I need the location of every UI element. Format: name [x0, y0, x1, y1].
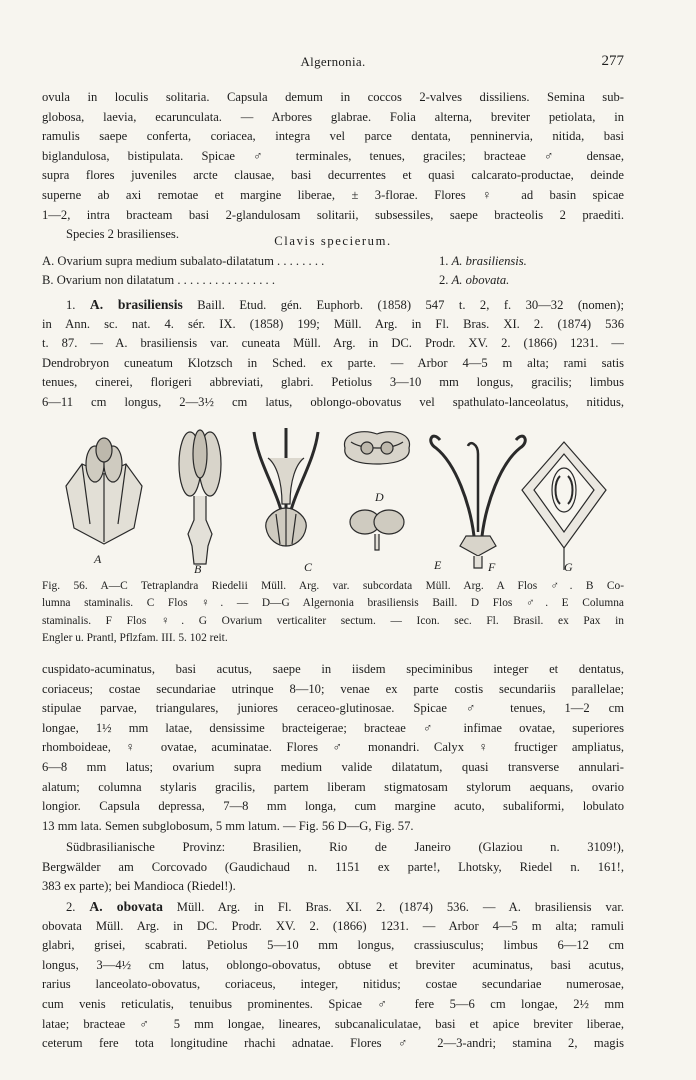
running-header: [42, 54, 624, 74]
text-line: Dendrobryon cuneatum Klotzsch in Sched. ex parte. — Arbor 4—5 m alta; rami satis: [42, 355, 624, 370]
figure-label-a: A: [94, 552, 102, 566]
drawing-c: [254, 428, 318, 546]
text-line: stipulae parvae, triangulares, juniores ceraceo-glutinosae. Spicae ♂ tenues, 1—2 cm: [42, 701, 624, 716]
page-number: 277: [601, 53, 624, 69]
figure-label-b: B: [194, 562, 202, 576]
text-line: rarius lanceolato-obovatus, coriaceus, integer, nitidus; costae secundariae numerosae,: [42, 977, 624, 992]
text-line: coriaceus; costae secundariae utrinque 8—10; venae ex parte costis secundariis parallelae;: [42, 681, 624, 696]
drawing-f: [431, 436, 525, 568]
key-row: [42, 252, 624, 272]
species-key: [42, 232, 624, 291]
species-2-entry: [42, 897, 624, 1054]
text-line: ovula in loculis solitaria. Capsula demum in coccos 2-valves dissiliens. Semina sub-: [42, 90, 624, 104]
text-line: globosa, laevia, ecarunculata. — Arbores glabrae. Folia alterna, breviter petiolata, in: [42, 109, 624, 124]
key-text: B. Ovarium non dilatatum . . . . . . . . . . . . . . . .: [42, 273, 275, 288]
distribution: [42, 838, 624, 897]
text-line: alatum; columna stylaris gracilis, partem liberam stigmatosam stylorum aequans, ovario: [42, 779, 624, 794]
figure-label-e: E: [434, 558, 442, 572]
key-target: 1. A. brasiliensis.: [439, 253, 527, 268]
text-line: rhomboideae, ♀ ovatae, acuminatae. Flores ♂ monandri. Calyx ♀ fructiger ampliatus,: [42, 740, 624, 755]
running-title: Algernonia.: [300, 54, 366, 69]
species-name: A. obovata: [89, 899, 163, 914]
text-line: 6—11 cm longus, 2—3½ cm latus, oblongo-obovatus vel spathulato-lanceolatus, nitidus,: [42, 394, 624, 409]
text-line: longus, 3—4½ cm latus, oblongo-obovatus, obtuse et breviter acuminatus, basi acutus,: [42, 957, 624, 972]
figure-56: [42, 424, 624, 574]
text-line: Bergwälder am Corcovado (Gaudichaud n. 1151 ex parte!, Lhotsky, Riedel n. 161!,: [42, 859, 624, 874]
caption-line: staminalis. F Flos ♀. G Ovarium verticaliter sectum. — Icon. sec. Fl. Brasil. ex Pax in: [42, 614, 624, 627]
genus-description: [42, 88, 624, 245]
text-line: obovata Müll. Arg. in DC. Prodr. XV. 2. (1866) 1231. — Arbor 4—5 m alta; ramuli: [42, 918, 624, 933]
text-line: biglandulosa, bistipulata. Spicae ♂ terminales, tenues, graciles; bracteae ♂ densae,: [42, 148, 624, 163]
drawing-b: [179, 430, 221, 564]
text-line: 2. A. obovata Müll. Arg. in Fl. Bras. XI. 2. (1874) 536. — A. brasiliensis var.: [66, 899, 624, 914]
text-line: 6—8 mm latus; ovarium supra medium valide dilatatum, quasi transverse annulari-: [42, 759, 624, 774]
text-line: supra flores juveniles arcte clausae, basi decurrentes et quasi calcarato-productae, deinde: [42, 168, 624, 183]
text-line: glabri, grisei, scabrati. Petiolus 5—10 mm longus, crassiusculus; limbus 6—12 cm: [42, 938, 624, 953]
key-text: A. Ovarium supra medium subalato-dilatatum . . . . . . . .: [42, 253, 325, 268]
text-line: 1—2, intra bracteam basi 2-glandulosam solitarii, subsessiles, saepe bracteolis 2 praediti.: [42, 207, 624, 222]
text-line: superne ab axi remotae et margine liberae, ± 3-florae. Flores ♀ ad basin spicae: [42, 187, 624, 202]
drawing-g: [522, 442, 606, 570]
caption-line: lumna staminalis. C Flos ♀. — D—G Algernonia brasiliensis Baill. D Flos ♂. E Columna: [42, 597, 624, 610]
text-line: longior. Capsula depressa, 7—8 mm longa, cum margine acuto, subaliformi, lobulato: [42, 799, 624, 814]
figure-label-d: D: [375, 490, 384, 504]
species-1-entry: [42, 295, 624, 413]
caption-line: Engler u. Prantl, Pflzfam. III. 5. 102 reit.: [42, 632, 228, 645]
text-line: cum venis reticulatis, tenuibus prominentes. Spicae ♂ fere 5—6 cm longae, 2½ mm: [42, 996, 624, 1011]
text-line: tenues, cinerei, florigeri abbreviati, glabri. Petiolus 3—10 mm longus, gracilis; limbus: [42, 375, 624, 390]
text-line: ceterum fere tota longitudine rhachi adnatae. Flores ♂ 2—3-andri; stamina 2, magis: [42, 1036, 624, 1051]
key-target: 2. A. obovata.: [439, 273, 510, 288]
text-line: in Ann. sc. nat. 4. sér. IX. (1858) 199; Müll. Arg. in Fl. Bras. XI. 2. (1874) 536: [42, 316, 624, 331]
figure-caption: [42, 578, 624, 648]
text-line: Südbrasilianische Provinz: Brasilien, Rio de Janeiro (Glaziou n. 3109!),: [66, 840, 624, 854]
species-1-description: [42, 660, 624, 836]
text-line: 383 ex parte); bei Mandioca (Riedel!).: [42, 879, 236, 894]
text-line: longae, 1½ mm latae, densissime bracteigerae; bracteae ♂ infimae ovatae, superiores: [42, 720, 624, 735]
text-line: cuspidato-acuminatus, basi acutus, saepe in iisdem speciminibus integer et dentatus,: [42, 662, 624, 676]
key-row: [42, 271, 624, 291]
key-title: Clavis specierum.: [274, 234, 392, 248]
text-line: latae; bracteae ♂ 5 mm longae, lineares, subcanaliculatae, basi et apice breviter liberae,: [42, 1016, 624, 1031]
figure-label-c: C: [304, 560, 313, 574]
text-line: 1. A. brasiliensis Baill. Etud. gén. Euphorb. (1858) 547 t. 2, f. 30—32 (nomen);: [66, 297, 624, 312]
botanical-illustration: [42, 424, 624, 574]
text-line: ramulis saepe conferta, coriacea, integra vel parce dentata, penninervia, nitida, basi: [42, 129, 624, 144]
text-line: t. 87. — A. brasiliensis var. cuneata Müll. Arg. in DC. Prodr. XV. 2. (1866) 1231. —: [42, 336, 624, 351]
text-line: Species 2 brasilienses.: [66, 227, 179, 242]
caption-line: Fig. 56. A—C Tetraplandra Riedelii Müll. Arg. var. subcordata Müll. Arg. A Flos ♂. B Co-: [42, 580, 624, 592]
figure-label-f: F: [488, 560, 496, 574]
text-line: 13 mm lata. Semen subglobosum, 5 mm latum. — Fig. 56 D—G, Fig. 57.: [42, 818, 414, 833]
figure-label-g: G: [564, 560, 573, 574]
drawing-a: [66, 438, 142, 544]
species-name: A. brasiliensis: [89, 297, 183, 312]
